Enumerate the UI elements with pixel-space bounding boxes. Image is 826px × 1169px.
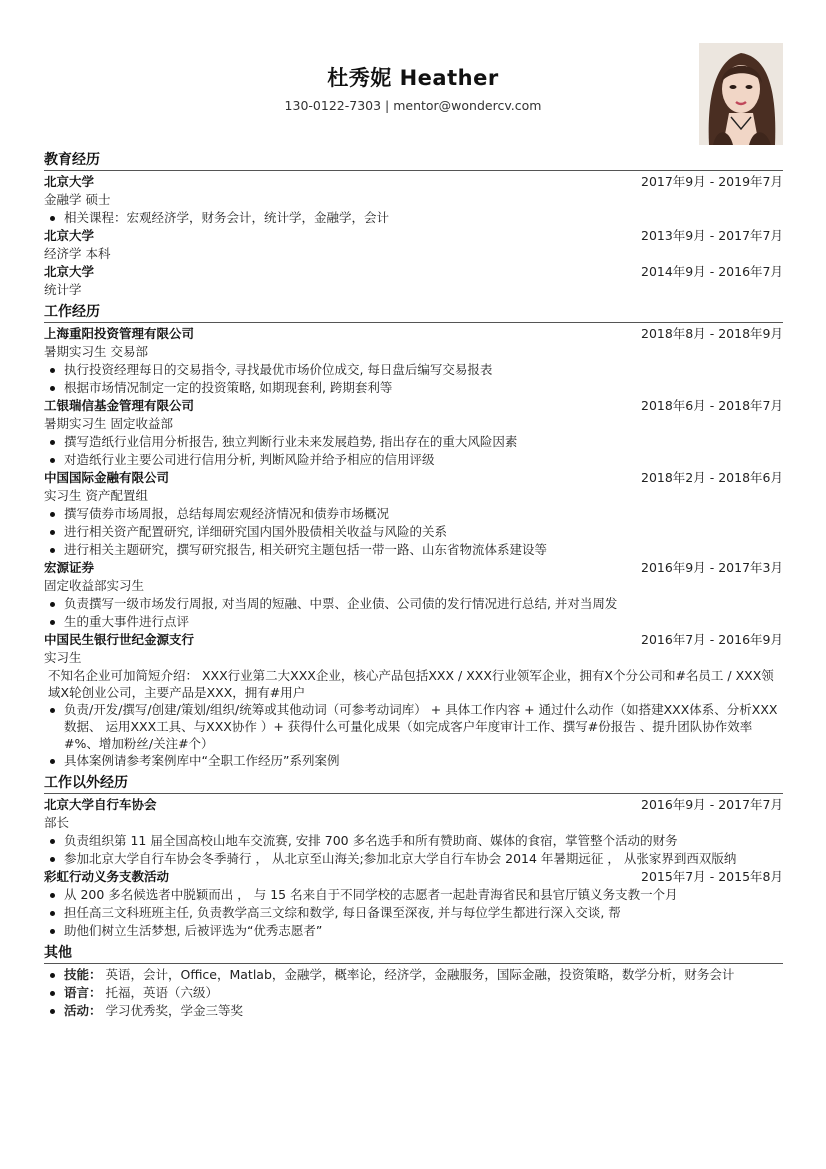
list-item: 担任高三文科班班主任, 负责教学高三文综和数学, 每日备课至深夜, 并与每位学生都进行深入交谈, 帮 (64, 904, 783, 922)
list-item: 进行相关主题研究，撰写研究报告, 相关研究主题包括一带一路、山东省物流体系建设等 (64, 541, 783, 559)
date-range: 2017年9月 - 2019年7月 (641, 174, 783, 189)
date-range: 2016年9月 - 2017年7月 (641, 797, 783, 812)
list-item: 负责/开发/撰写/创建/策划/组织/统筹或其他动词（可参考动词库） + 具体工作内容 + 通过什么动作（如搭建XXX体系、分析XXX数据、 运用XXX工具、与XXX协作 ）+ 获得什么可量化成果（如完成客户年度审计工作、撰写#份报告 、提升团队协作效率#%、增加粉丝/关注#个） (64, 701, 783, 752)
company-name: 中国国际金融有限公司 (44, 470, 170, 485)
date-range: 2018年2月 - 2018年6月 (641, 470, 783, 485)
job-role: 暑期实习生 交易部 (44, 344, 148, 359)
company-name: 中国民生银行世纪金源支行 (44, 632, 195, 647)
list-item: 从 200 多名候选者中脱颖而出 ， 与 15 名来自于不同学校的志愿者一起赴青海省民和县官厅镇义务支教一个月 (64, 886, 783, 904)
date-range: 2016年9月 - 2017年3月 (641, 560, 783, 575)
work-section (44, 301, 783, 770)
list-item: 具体案例请参考案例库中“全职工作经历”系列案例 (64, 752, 783, 770)
list-item: 撰写造纸行业信用分析报告, 独立判断行业未来发展趋势, 指出存在的重大风险因素 (64, 433, 783, 451)
candidate-name: 杜秀妮 Heather (327, 66, 499, 90)
contact-info: 130-0122-7303 | mentor@wondercv.com (284, 98, 542, 113)
degree: 经济学 本科 (44, 246, 111, 261)
skills-label: 技能： (64, 967, 102, 982)
list-item: 执行投资经理每日的交易指令, 寻找最优市场价位成交, 每日盘后编写交易报表 (64, 361, 783, 379)
list-item: 负责撰写一级市场发行周报, 对当周的短融、中票、企业债、公司债的发行情况进行总结, 并对当周发 (64, 595, 783, 613)
portrait-image (699, 43, 783, 145)
job-role: 固定收益部实习生 (44, 578, 145, 593)
date-range: 2018年8月 - 2018年9月 (641, 326, 783, 341)
company-description: 不知名企业可加简短介绍： XXX行业第二大XXX企业，核心产品包括XXX / XXX行业领军企业，拥有X个分公司和#名员工 / XXX领域X轮创业公司，主要产品是XXX，拥有#用户 (48, 668, 774, 700)
school-name: 北京大学 (44, 174, 95, 189)
school-name: 北京大学 (44, 264, 95, 279)
list-item: 进行相关资产配置研究, 详细研究国内国外股债相关收益与风险的关系 (64, 523, 783, 541)
organization-name: 北京大学自行车协会 (44, 797, 157, 812)
section-title: 工作以外经历 (44, 772, 783, 794)
job-role: 实习生 (44, 650, 82, 665)
job-role: 暑期实习生 固定收益部 (44, 416, 173, 431)
skills-item (64, 966, 783, 984)
date-range: 2014年9月 - 2016年7月 (641, 264, 783, 279)
language-label: 语言： (64, 985, 102, 1000)
company-name: 上海重阳投资管理有限公司 (44, 326, 195, 341)
list-item: 撰写债券市场周报，总结每周宏观经济情况和债券市场概况 (64, 505, 783, 523)
list-item: 负责组织第 11 届全国高校山地车交流赛, 安排 700 多名选手和所有赞助商、媒体的食宿，掌管整个活动的财务 (64, 832, 783, 850)
list-item: 助他们树立生活梦想, 后被评选为“优秀志愿者” (64, 922, 783, 940)
section-title: 其他 (44, 942, 783, 964)
profile-photo (699, 43, 783, 145)
language-item (64, 984, 783, 1002)
organization-name: 彩虹行动义务支教活动 (44, 869, 170, 884)
org-role: 部长 (44, 815, 70, 830)
list-item: 相关课程：宏观经济学，财务会计，统计学，金融学，会计 (64, 209, 783, 227)
company-name: 宏源证券 (44, 560, 95, 575)
company-name: 工银瑞信基金管理有限公司 (44, 398, 195, 413)
language-value: 托福，英语（六级） (101, 985, 218, 1000)
school-name: 北京大学 (44, 228, 95, 243)
skills-value: 英语，会计，Office，Matlab，金融学，概率论，经济学，金融服务，国际金融，投资策略，数学分析，财务会计 (101, 967, 735, 982)
activity-label: 活动： (64, 1003, 102, 1018)
degree: 金融学 硕士 (44, 192, 111, 207)
extracurricular-section (44, 772, 783, 940)
date-range: 2015年7月 - 2015年8月 (641, 869, 783, 884)
list-item: 生的重大事件进行点评 (64, 613, 783, 631)
date-range: 2016年7月 - 2016年9月 (641, 632, 783, 647)
job-role: 实习生 资产配置组 (44, 488, 148, 503)
section-title: 工作经历 (44, 301, 783, 323)
date-range: 2013年9月 - 2017年7月 (641, 228, 783, 243)
list-item: 根据市场情况制定一定的投资策略, 如期现套利, 跨期套利等 (64, 379, 783, 397)
education-section (44, 149, 783, 299)
degree: 统计学 (44, 282, 82, 297)
section-title: 教育经历 (44, 149, 783, 171)
date-range: 2018年6月 - 2018年7月 (641, 398, 783, 413)
activity-value: 学习优秀奖，学金三等奖 (101, 1003, 243, 1018)
list-item: 对造纸行业主要公司进行信用分析, 判断风险并给予相应的信用评级 (64, 451, 783, 469)
list-item: 参加北京大学自行车协会冬季骑行 ， 从北京至山海关;参加北京大学自行车协会 2014 年暑期远征 ， 从张家界到西双版纳 (64, 850, 783, 868)
activity-item (64, 1002, 783, 1020)
other-section (44, 942, 783, 1020)
